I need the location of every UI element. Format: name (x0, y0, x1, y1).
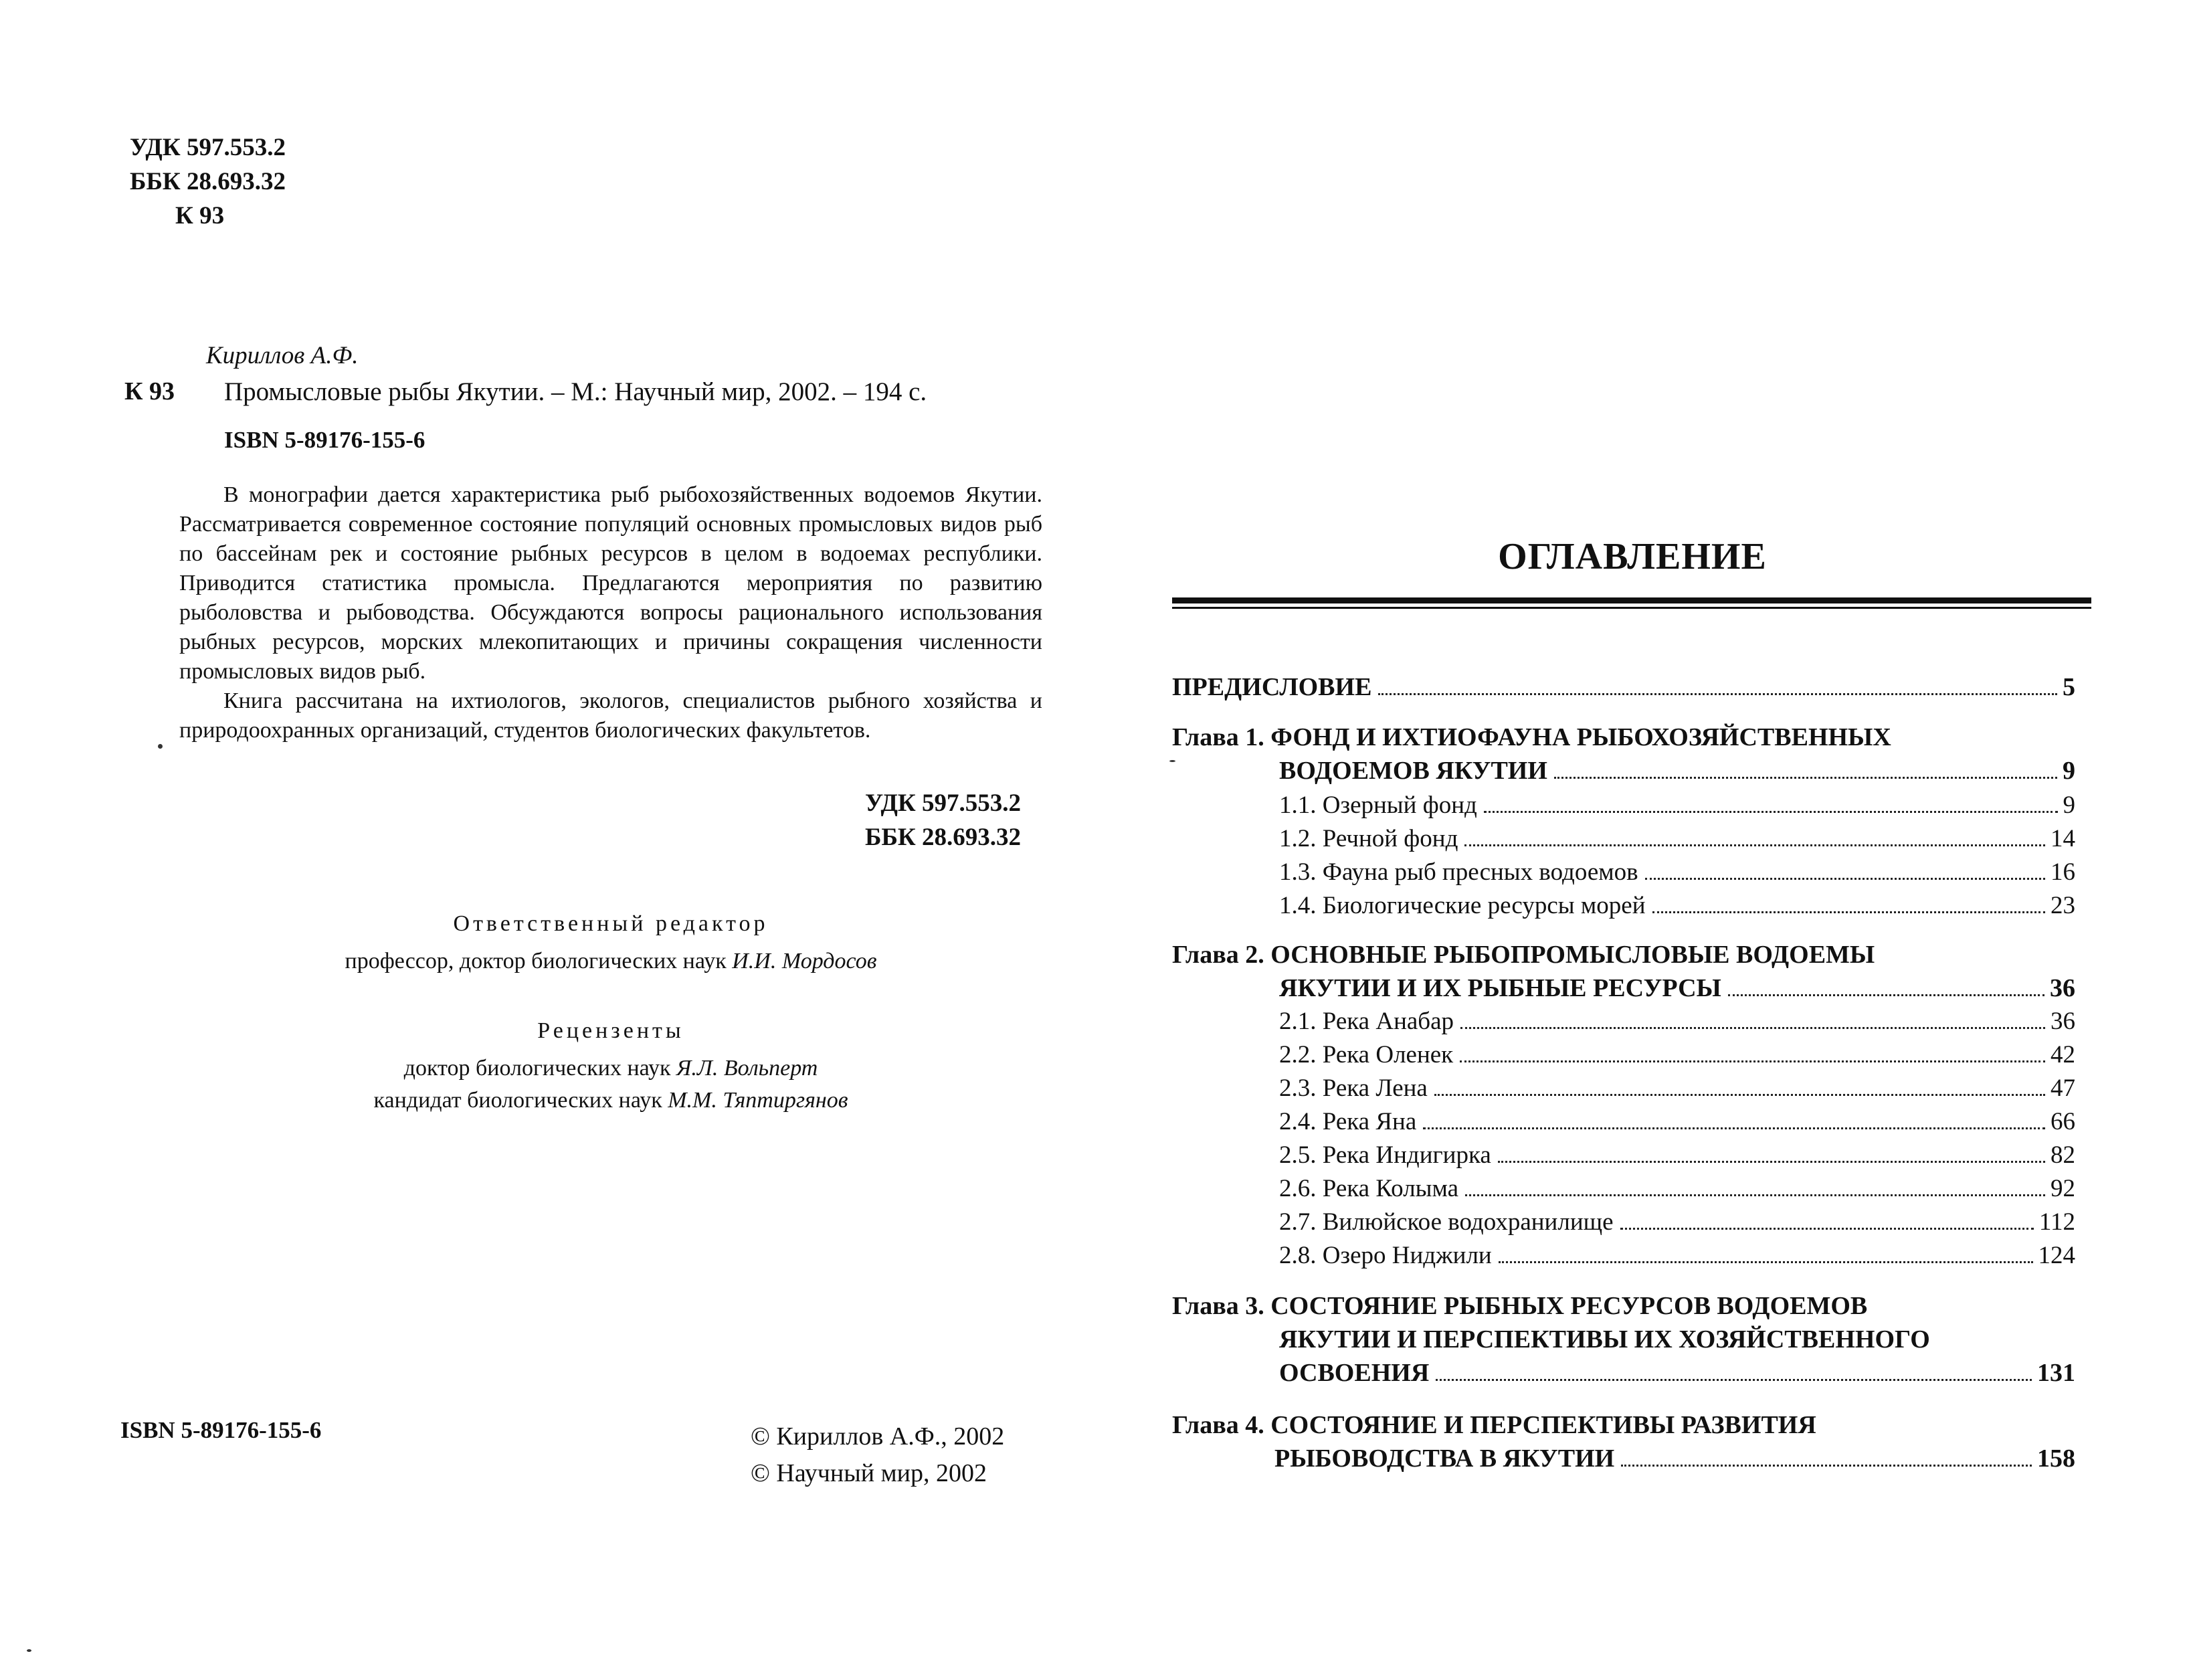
toc-leader (1460, 1060, 2045, 1062)
toc-item (1279, 1174, 2075, 1203)
author-name: Кириллов А.Ф. (206, 342, 359, 369)
toc-preface (1172, 672, 2075, 702)
toc-item (1279, 1040, 2075, 1069)
toc-leader (1554, 777, 2057, 779)
toc-item-page: 66 (2051, 1108, 2075, 1135)
reviewer-1-prefix: доктор биологических наук (403, 1056, 671, 1081)
toc-preface-label: ПРЕДИСЛОВИЕ (1172, 673, 1372, 701)
toc-leader (1652, 911, 2045, 913)
toc-chapter-3-line-1: Глава 3. СОСТОЯНИЕ РЫБНЫХ РЕСУРСОВ ВОДОЕМОВ (1172, 1292, 1868, 1320)
book-title-line: Промысловые рыбы Якутии. – М.: Научный мир, 2002. – 194 с. (224, 377, 927, 406)
toc-item-label: 2.5. Река Индигирка (1279, 1141, 1491, 1169)
toc-chapter-2-page: 36 (2050, 974, 2075, 1002)
toc-chapter-4-label: РЫБОВОДСТВА В ЯКУТИИ (1274, 1444, 1615, 1473)
toc-chapter-2-line-2 (1279, 973, 2075, 1003)
reviewer-2 (179, 1088, 1042, 1113)
toc-leader (1499, 1261, 2033, 1263)
copyright-block (751, 1418, 1004, 1492)
reviewer-2-name: М.М. Тяптиргянов (668, 1088, 848, 1113)
editor-prefix: профессор, доктор биологических наук (345, 949, 727, 973)
toc-chapter-2-label: ЯКУТИИ И ИХ РЫБНЫЕ РЕСУРСЫ (1279, 974, 1721, 1002)
editor-heading: Ответственный редактор (453, 911, 769, 936)
toc-leader (1434, 1094, 2045, 1096)
toc-chapter-1-line-2 (1279, 756, 2075, 785)
toc-item-label: 2.7. Вилюйское водохранилище (1279, 1208, 1614, 1236)
toc-item-page: 112 (2038, 1208, 2075, 1236)
bbk-code-right: ББК 28.693.32 (864, 824, 1021, 851)
toc-item (1279, 1241, 2075, 1270)
toc-chapter-4-page: 158 (2037, 1444, 2075, 1473)
abstract-paragraph-2: Книга рассчитана на ихтиологов, экологов, специалистов рыбного хозяйства и природоохранных организаций, студентов биологических факультетов. (179, 688, 1042, 743)
isbn-top: ISBN 5-89176-155-6 (224, 427, 425, 453)
toc-item (1279, 891, 2075, 920)
toc-item-page: 16 (2051, 858, 2075, 886)
toc-chapter-3-page: 131 (2037, 1359, 2075, 1387)
title-rule-thin (1172, 607, 2091, 609)
toc-item-page: 47 (2051, 1075, 2075, 1102)
toc-item-label: 2.6. Река Колыма (1279, 1175, 1459, 1202)
toc-item (1279, 1007, 2075, 1036)
toc-chapter-4-line-2 (1274, 1444, 2075, 1473)
catalog-mark: К 93 (124, 377, 175, 405)
classification-codes-right (865, 786, 1021, 854)
toc-item (1279, 1107, 2075, 1136)
copyright-author: © Кириллов А.Ф., 2002 (751, 1422, 1005, 1451)
udk-code-right: УДК 597.553.2 (865, 789, 1021, 817)
copyright-publisher: © Научный мир, 2002 (751, 1459, 987, 1487)
author-mark: К 93 (175, 202, 225, 229)
toc-leader (1728, 994, 2044, 996)
toc-item-label: 2.1. Река Анабар (1279, 1008, 1454, 1035)
toc-leader (1620, 1228, 2034, 1230)
toc-item-label: 1.2. Речной фонд (1279, 825, 1458, 852)
toc-item-label: 1.3. Фауна рыб пресных водоемов (1279, 858, 1638, 886)
toc-item (1279, 1208, 2075, 1236)
toc-chapter-1-label: ВОДОЕМОВ ЯКУТИИ (1279, 757, 1547, 785)
toc-item-page: 9 (2063, 791, 2075, 819)
toc-leader (1498, 1161, 2045, 1163)
udk-code: УДК 597.553.2 (130, 134, 286, 161)
reviewer-1-name: Я.Л. Вольперт (676, 1056, 818, 1081)
toc-leader (1460, 1027, 2045, 1029)
toc-item-label: 1.4. Биологические ресурсы морей (1279, 892, 1646, 919)
toc-item-page: 42 (2051, 1041, 2075, 1068)
reviewers-heading: Рецензенты (537, 1018, 684, 1043)
toc-leader (1378, 693, 2057, 695)
toc-preface-page: 5 (2063, 673, 2075, 701)
toc-chapter-3-line-2: ЯКУТИИ И ПЕРСПЕКТИВЫ ИХ ХОЗЯЙСТВЕННОГО (1279, 1325, 1930, 1354)
toc-chapter-1-page: 9 (2063, 757, 2075, 785)
toc-leader (1621, 1465, 2032, 1467)
toc-item (1279, 1141, 2075, 1170)
toc-chapter-3-line-3 (1279, 1358, 2075, 1388)
toc-item (1279, 858, 2075, 886)
scan-speck (158, 744, 163, 749)
toc-item (1279, 791, 2075, 820)
toc-leader (1484, 811, 2058, 813)
toc-item-label: 2.4. Река Яна (1279, 1108, 1417, 1135)
toc-leader (1465, 1194, 2045, 1196)
toc-item (1279, 824, 2075, 853)
isbn-bottom: ISBN 5-89176-155-6 (120, 1417, 322, 1443)
toc-item-page: 36 (2051, 1008, 2075, 1035)
toc-leader (1464, 844, 2045, 846)
toc-leader (1645, 878, 2045, 880)
toc-item-page: 23 (2051, 892, 2075, 919)
toc-chapter-4-line-1: Глава 4. СОСТОЯНИЕ И ПЕРСПЕКТИВЫ РАЗВИТИЯ (1172, 1411, 1816, 1439)
toc-item-page: 92 (2051, 1175, 2075, 1202)
reviewer-2-prefix: кандидат биологических наук (373, 1088, 662, 1113)
editor-name: И.И. Мордосов (732, 949, 877, 973)
toc-item-label: 1.1. Озерный фонд (1279, 791, 1477, 819)
title-rule-thick (1172, 597, 2091, 603)
toc-chapter-1-line-1: Глава 1. ФОНД И ИХТИОФАУНА РЫБОХОЗЯЙСТВЕННЫХ (1172, 723, 1891, 751)
classification-codes (130, 130, 286, 233)
toc-item-label: 2.3. Река Лена (1279, 1075, 1428, 1102)
abstract (179, 480, 1042, 745)
bbk-code: ББК 28.693.32 (130, 168, 286, 195)
toc-title: ОГЛАВЛЕНИЕ (1498, 536, 1767, 577)
toc-item-label: 2.2. Река Оленек (1279, 1041, 1454, 1068)
toc-chapter-2-line-1: Глава 2. ОСНОВНЫЕ РЫБОПРОМЫСЛОВЫЕ ВОДОЕМЫ (1172, 941, 1875, 969)
toc-leader (1423, 1127, 2045, 1129)
scan-speck (27, 1649, 31, 1652)
scan-speck (1169, 760, 1175, 762)
toc-item-page: 124 (2038, 1242, 2075, 1269)
reviewer-1 (179, 1056, 1042, 1081)
abstract-paragraph-1: В монографии дается характеристика рыб рыбохозяйственных водоемов Якутии. Рассматривается современное состояние популяций основных промысловых видов рыб по бассейнам рек и состояние рыбных ресурсов в целом в водоемах республики. Приводится статистика промысла. Предлагаются мероприятия по развитию рыболовства и рыбоводства. Обсуждаются вопросы рационального использования рыбных ресурсов, морских млекопитающих и причины сокращения численности промысловых видов рыб. (179, 482, 1042, 684)
toc-item-label: 2.8. Озеро Ниджили (1279, 1242, 1492, 1269)
toc-item-page: 82 (2051, 1141, 2075, 1169)
editor-line (179, 949, 1042, 974)
toc-leader (1436, 1379, 2032, 1381)
toc-item-page: 14 (2051, 825, 2075, 852)
toc-item (1279, 1074, 2075, 1103)
toc-chapter-3-label: ОСВОЕНИЯ (1279, 1359, 1430, 1387)
